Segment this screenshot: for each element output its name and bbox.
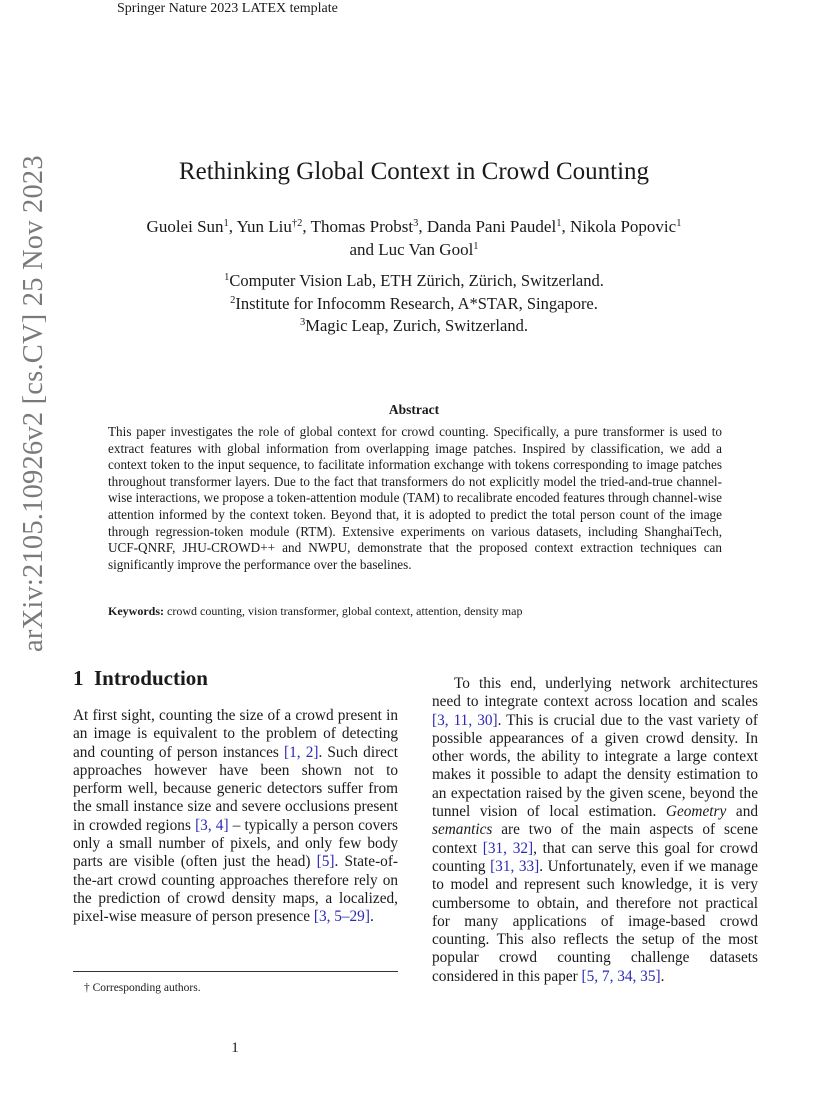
body-text: . Unfortunately, even if we manage to model and represent such knowledge, it is very cumbersome to obtain, and therefore not practical for many applications of image-based crowd counting. This also reflects the setup of the most popular crowd counting challenge datasets considered in this paper [432,857,759,985]
running-head: Springer Nature 2023 LATEX template [117,1,338,16]
body-text: At first sight, counting the size of a crowd present in an image is equivalent to the problem of detecting and counting of person instances [73,707,398,761]
author: Yun Liu$^{\dagger 2}$, [236,217,307,236]
citation-link[interactable]: [5] [316,853,335,871]
affiliation: $^2$Institute for Infocomm Research, A*STAR, Singapore. [230,293,598,313]
affiliation: $^3$Magic Leap, Zurich, Switzerland. [300,316,528,335]
body-text: . Such direct approaches however have been shown not to perform well, because generic detectors suffer from the small instance size and severe occlusions present in crowded regions [73,743,398,834]
section-heading: 1 Introduction [73,666,208,690]
emphasis-text: semantics [432,821,493,839]
emphasis-text: Geometry [665,803,727,821]
body-column-left [73,707,398,927]
citation-link[interactable]: [3, 11, 30] [432,711,498,729]
body-text: . This is crucial due to the vast variety of possible appearances of a given crowd density. In other words, the ability to integrate a large context makes it possible to adapt the density estimation to an expectation raised by the given scene, beyond the tunnel vision of local estimation. [432,711,758,821]
author: Danda Pani Paudel$^1$, [426,217,566,236]
body-text: , that can serve this goal for crowd counting [432,839,758,875]
affiliation-list [100,270,728,338]
citation-link[interactable]: [1, 2] [283,743,319,761]
body-text: and [726,803,758,821]
body-column-right [432,675,758,986]
abstract-heading: Abstract [388,402,440,417]
affiliation: $^1$Computer Vision Lab, ETH Zürich, Zürich, Switzerland. [224,271,604,290]
author-list [90,215,738,261]
author: Thomas Probst$^3$, [310,217,423,236]
footnote-rule [73,971,398,972]
author: Guolei Sun$^1$, [146,217,234,236]
citation-link[interactable]: [5, 7, 34, 35] [581,967,661,985]
citation-link[interactable]: [3, 5–29] [313,908,370,926]
keywords [108,604,522,619]
author: and Luc Van Gool$^1$ [349,240,479,259]
page-number: 1 [231,1040,239,1056]
citation-link[interactable]: [3, 4] [195,816,229,834]
body-text: To this end, underlying network architectures need to integrate context across location and scales [432,675,758,711]
body-text: . State-of-the-art crowd counting approaches therefore rely on the prediction of crowd density maps, a localized, pixel-wise measure of person presence [73,853,399,926]
citation-link[interactable]: [31, 33] [490,857,540,875]
body-text: . [660,967,665,985]
keywords-label: Keywords: [108,604,164,618]
abstract-body: This paper investigates the role of global context for crowd counting. Specifically, a pure transformer is used to extract features with global information from overlapping image patches. Inspired by classification, we add a context token to the input sequence, to facilitate information exchange with tokens corresponding to image patches throughout transformer layers. Due to the fact that transformers do not explicitly model the tried-and-true channel-wise interactions, we propose a token-attention module (TAM) to recalibrate encoded features through channel-wise attention informed by the context token. Beyond that, it is adopted to predict the total person count of the image through regression-token module (RTM). Extensive experiments on various datasets, including ShanghaiTech, UCF-QNRF, JHU-CROWD++ and NWPU, demonstrate that the proposed context extraction techniques can significantly improve the performance over the baselines. [108,424,722,572]
body-text: . [369,908,374,926]
body-text: are two of the main aspects of scene context [432,821,758,857]
body-text: – typically a person covers only a small number of pixels, and only few body parts are visible (often just the head) [73,816,398,871]
arxiv-identifier: arXiv:2105.10926v2 [cs.CV] 25 Nov 2023 [18,155,49,652]
author: Nikola Popovic$^1$ [569,217,682,236]
keywords-text: crowd counting, vision transformer, global context, attention, density map [167,604,523,618]
footnote: † Corresponding authors. [84,982,201,994]
paper-title: Rethinking Global Context in Crowd Counting [178,158,650,185]
citation-link[interactable]: [31, 32] [482,839,534,857]
